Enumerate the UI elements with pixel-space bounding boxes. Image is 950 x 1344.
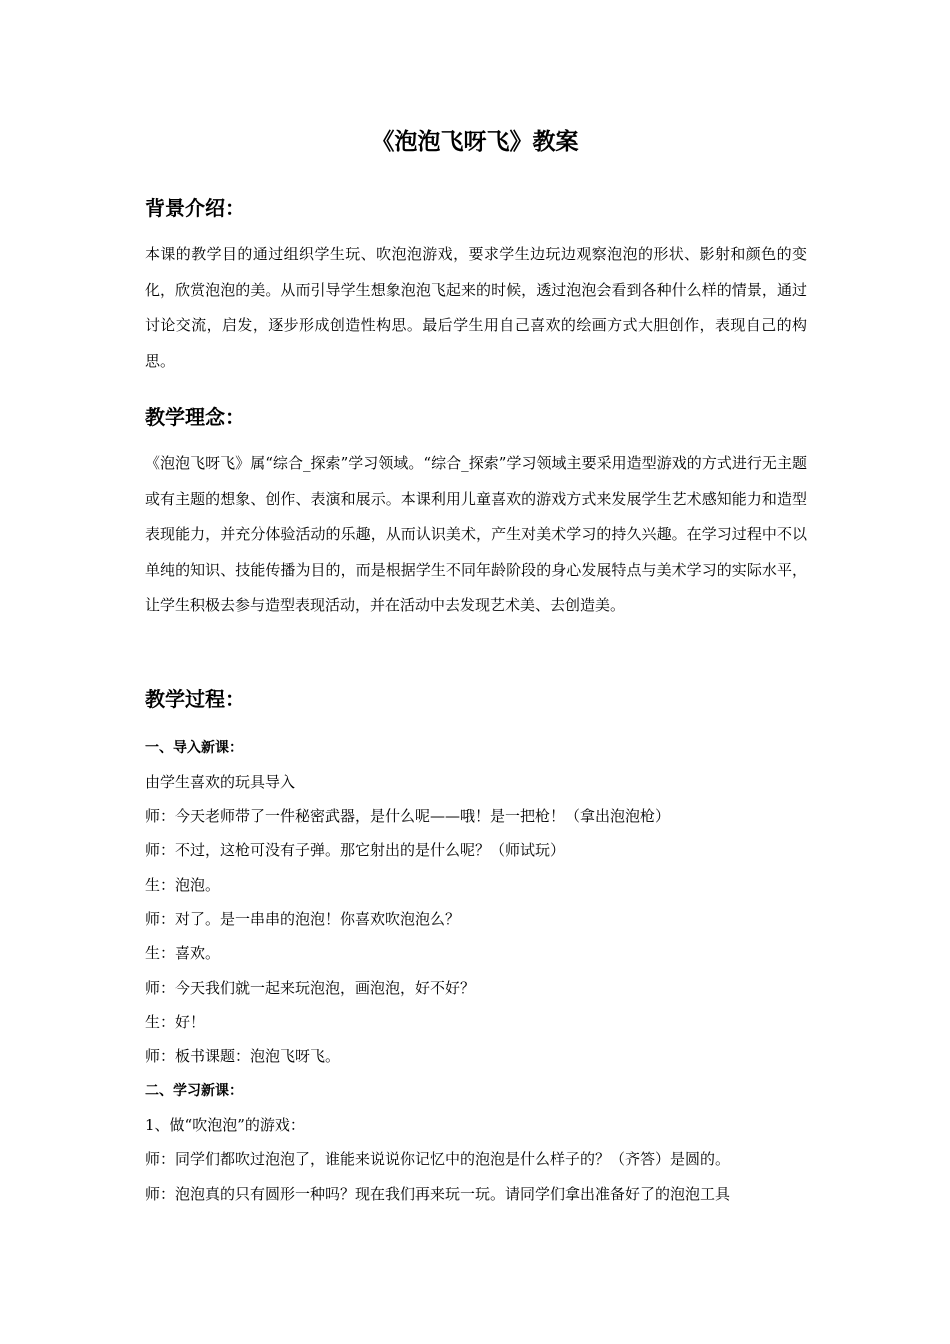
background-paragraph: 本课的教学目的通过组织学生玩、吹泡泡游戏，要求学生边玩边观察泡泡的形状、影射和颜色的变化，欣赏泡泡的美。从而引导学生想象泡泡飞起来的时候，透过泡泡会看到各种什么样的情景，通过讨论交流，启发，逐步形成创造性构思。最后学生用自己喜欢的绘画方式大胆创作，表现自己的构思。 <box>145 245 807 370</box>
section2-heading: 二、学习新课： <box>145 1083 243 1099</box>
section1-line: 师：今天我们就一起来玩泡泡，画泡泡，好不好？ <box>145 979 476 997</box>
process-heading: 教学过程： <box>145 687 245 711</box>
document-title: 《泡泡飞呀飞》教案 <box>371 129 579 155</box>
section1-line: 生：好！ <box>145 1013 206 1031</box>
section1-line: 师：今天老师带了一件秘密武器，是什么呢——哦！是一把枪！（拿出泡泡枪） <box>145 807 671 825</box>
section2-line: 师：同学们都吹过泡泡了，谁能来说说你记忆中的泡泡是什么样子的？（齐答）是圆的。 <box>145 1150 731 1168</box>
section1-heading: 一、导入新课： <box>145 740 243 756</box>
section1-line: 师：对了。是一串串的泡泡！你喜欢吹泡泡么？ <box>145 910 461 928</box>
section2-line: 1、做“吹泡泡”的游戏： <box>145 1116 305 1134</box>
section1-line: 师：不过，这枪可没有子弹。那它射出的是什么呢？（师试玩） <box>145 841 566 859</box>
concept-heading: 教学理念： <box>145 405 245 429</box>
section2-line: 师：泡泡真的只有圆形一种吗？现在我们再来玩一玩。请同学们拿出准备好了的泡泡工具 <box>145 1185 731 1203</box>
section1-line: 生：泡泡。 <box>145 876 221 894</box>
background-heading: 背景介绍： <box>145 196 245 220</box>
section1-line: 由学生喜欢的玩具导入 <box>145 773 296 791</box>
section1-line: 生：喜欢。 <box>145 944 221 962</box>
concept-paragraph: 《泡泡飞呀飞》属“综合_探索”学习领域。“综合_探索”学习领域主要采用造型游戏的方式进行无主题或有主题的想象、创作、表演和展示。本课利用儿童喜欢的游戏方式来发展学生艺术感知能力和造型表现能力，并充分体验活动的乐趣，从而认识美术，产生对美术学习的持久兴趣。在学习过程中不以单纯的知识、技能传播为目的，而是根据学生不同年龄阶段的身心发展特点与美术学习的实际水平，让学生积极去参与造型表现活动，并在活动中去发现艺术美、去创造美。 <box>145 454 807 614</box>
section1-line: 师：板书课题：泡泡飞呀飞。 <box>145 1047 341 1065</box>
